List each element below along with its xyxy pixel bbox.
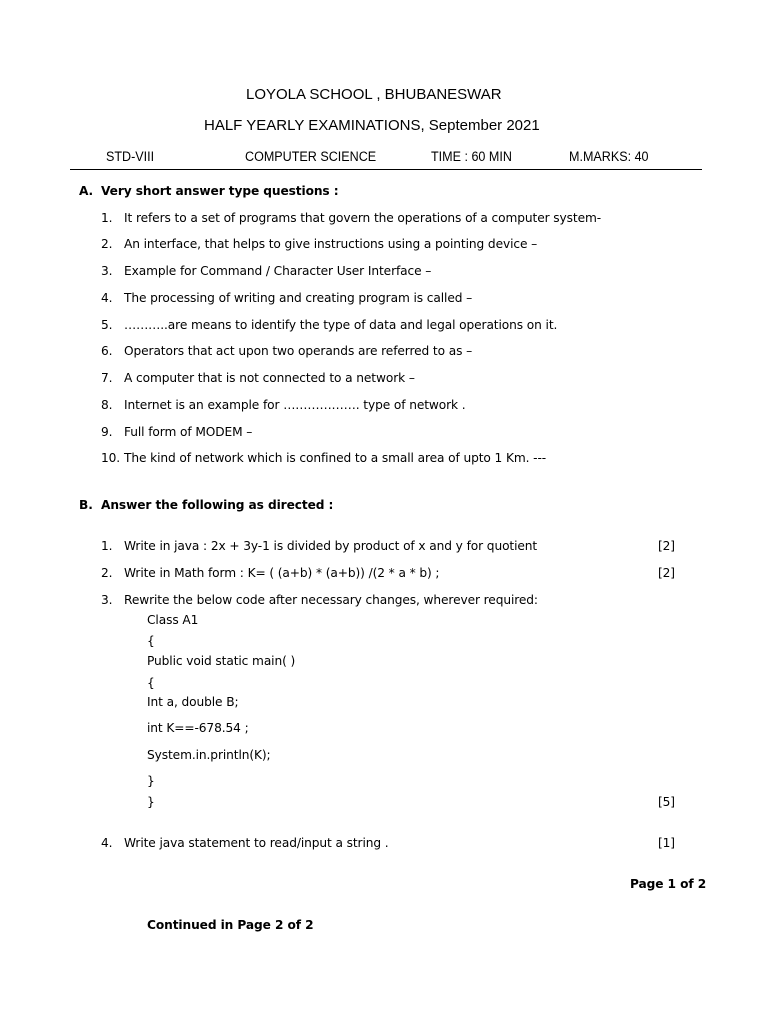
code-line: { [147, 634, 155, 648]
question-text: Rewrite the below code after necessary changes, wherever required: [124, 593, 538, 607]
std-label: STD-VIII [106, 149, 155, 164]
code-line: Public void static main( ) [147, 654, 296, 668]
question-number: 10. [101, 451, 121, 465]
code-line: } [147, 795, 155, 809]
question-text: The kind of network which is confined to a small area of upto 1 Km. --- [124, 451, 547, 465]
page-number: Page 1 of 2 [630, 877, 707, 891]
question-text: A computer that is not connected to a network – [124, 371, 415, 385]
question-text: Internet is an example for ………………. type of network . [124, 398, 466, 412]
section-a-letter: A. [79, 184, 94, 198]
question-number: 2. [101, 566, 113, 580]
code-line: int K==-678.54 ; [147, 721, 249, 735]
question-text: ………..are means to identify the type of data and legal operations on it. [124, 318, 558, 332]
max-marks-label: M.MARKS: 40 [569, 149, 649, 164]
school-name: LOYOLA SCHOOL , BHUBANESWAR [246, 86, 502, 103]
subject-label: COMPUTER SCIENCE [245, 149, 377, 164]
question-text: The processing of writing and creating program is called – [124, 291, 473, 305]
question-marks: [5] [658, 795, 675, 809]
code-line: System.in.println(K); [147, 748, 271, 762]
question-number: 4. [101, 291, 113, 305]
question-number: 9. [101, 425, 113, 439]
time-label: TIME : 60 MIN [431, 149, 512, 164]
question-number: 3. [101, 264, 113, 278]
code-line: Int a, double B; [147, 695, 239, 709]
question-text: Operators that act upon two operands are referred to as – [124, 344, 473, 358]
code-line: } [147, 774, 155, 788]
question-text: Full form of MODEM – [124, 425, 253, 439]
question-number: 1. [101, 211, 113, 225]
section-b-title: Answer the following as directed : [101, 498, 334, 512]
question-number: 7. [101, 371, 113, 385]
question-text: Write in java : 2x + 3y-1 is divided by product of x and y for quotient [124, 539, 538, 553]
question-text: An interface, that helps to give instructions using a pointing device – [124, 237, 538, 251]
code-line: { [147, 676, 155, 690]
question-text: Write in Math form : K= ( (a+b) * (a+b)) /(2 * a * b) ; [124, 566, 440, 580]
question-text: It refers to a set of programs that govern the operations of a computer system- [124, 211, 602, 225]
question-number: 3. [101, 593, 113, 607]
section-b-letter: B. [79, 498, 93, 512]
question-text: Write java statement to read/input a string . [124, 836, 389, 850]
question-number: 4. [101, 836, 113, 850]
section-a-title: Very short answer type questions : [101, 184, 339, 198]
question-number: 5. [101, 318, 113, 332]
question-number: 6. [101, 344, 113, 358]
question-text: Example for Command / Character User Interface – [124, 264, 432, 278]
continued-note: Continued in Page 2 of 2 [147, 918, 314, 932]
question-number: 1. [101, 539, 113, 553]
question-marks: [1] [658, 836, 675, 850]
question-number: 8. [101, 398, 113, 412]
code-line: Class A1 [147, 613, 199, 627]
question-marks: [2] [658, 539, 675, 553]
question-marks: [2] [658, 566, 675, 580]
question-number: 2. [101, 237, 113, 251]
exam-title: HALF YEARLY EXAMINATIONS, September 2021 [204, 117, 540, 134]
header-divider [70, 169, 702, 170]
